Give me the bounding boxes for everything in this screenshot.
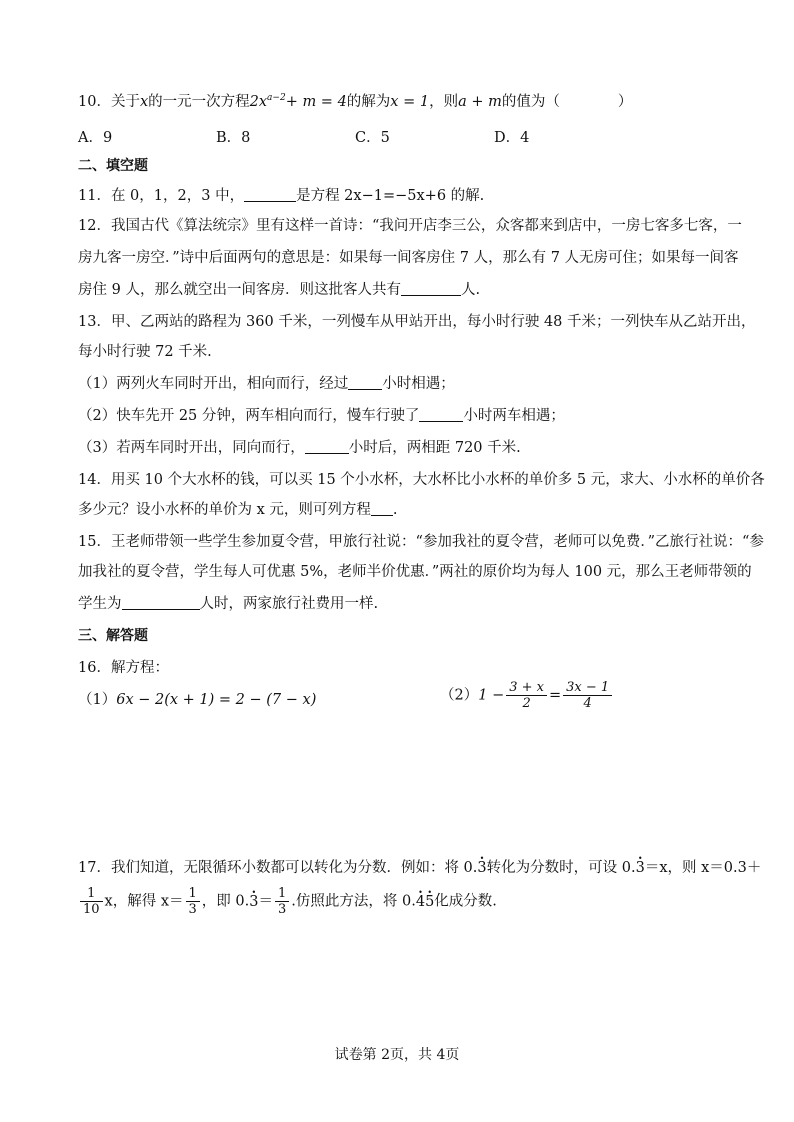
q16-part-2-label: （2） xyxy=(440,687,479,704)
q17-text-g: .仿照此方法，将 0. xyxy=(291,893,416,910)
q13-part-1-suffix: 小时相遇； xyxy=(382,376,455,392)
q10-solution-prefix: 的解为 xyxy=(346,93,391,110)
q17-text-h: 化成分数. xyxy=(434,893,497,910)
q12-answer-blank[interactable] xyxy=(401,281,461,296)
q13-part-1-blank[interactable] xyxy=(348,375,382,390)
q10-option-d: D．4 xyxy=(494,130,530,146)
q14-line-1: 14．用买 10 个大水杯的钱，可以买 15 个小水杯，大水杯比小水杯的单价多 5 元，求大、小水杯的单价各 xyxy=(78,472,765,488)
q14-answer-blank[interactable] xyxy=(371,501,393,516)
q13-part-2 xyxy=(78,406,565,426)
q14-line-2-prefix: 多少元？设小水杯的单价为 x 元，则可列方程 xyxy=(78,502,371,518)
q16-part-2 xyxy=(440,680,614,711)
q13-part-1 xyxy=(78,374,455,394)
q10-var: x xyxy=(139,93,149,110)
q15-line-1: 15．王老师带领一些学生参加夏令营，甲旅行社说：“参加我社的夏令营，老师可以免费．”乙旅行社说：“参 xyxy=(78,534,764,550)
q16-part-2-fraction-right xyxy=(563,680,612,711)
q10-solution: x = 1 xyxy=(390,93,430,110)
q13-part-3 xyxy=(78,438,521,458)
q17-repeating-digit-3-b: 3 • xyxy=(636,858,645,878)
q10-equation-rest: + m = 4 xyxy=(285,93,347,110)
q12-line-3-suffix: 人. xyxy=(460,282,481,298)
q10-tail: 的值为（ ） xyxy=(501,93,633,110)
q17-text-f: ＝ xyxy=(258,893,273,910)
q13-part-3-suffix: 小时后，两相距 720 千米. xyxy=(348,440,521,456)
q13-part-3-blank[interactable] xyxy=(305,439,349,454)
q10-option-a: A．9 xyxy=(78,130,113,146)
q17-repeating-digit-4: 4 • xyxy=(416,892,425,912)
q12-line-1: 12．我国古代《算法统宗》里有这样一首诗：“我问开店李三公，众客都来到店中，一房七客多七客，一 xyxy=(78,218,742,234)
q15-line-3-prefix: 学生为 xyxy=(78,596,122,612)
q16-fraction-left-denominator: 2 xyxy=(522,696,531,711)
q17-text-a: 17．我们知道，无限循环小数都可以转化为分数．例如：将 0. xyxy=(78,860,478,876)
q12-line-2: 房九客一房空．”诗中后面两句的意思是：如果每一间客房住 7 人，那么有 7 人无房可住；如果每一间客 xyxy=(78,250,739,266)
q17-repeating-digit-3: 3 • xyxy=(477,858,486,878)
q13-line-1: 13．甲、乙两站的路程为 360 千米，一列慢车从甲站开出，每小时行驶 48 千米；一列快车从乙站开出， xyxy=(78,314,756,330)
q13-part-2-prefix: （2）快车先开 25 分钟，两车相向而行，慢车行驶了 xyxy=(78,408,420,424)
q10-then: ，则 xyxy=(429,93,459,110)
q13-part-1-prefix: （1）两列火车同时开出，相向而行，经过 xyxy=(78,376,349,392)
q12-line-3 xyxy=(78,280,480,300)
q11-suffix: 是方程 2x−1=−5x+6 的解. xyxy=(296,188,485,204)
q17-fraction2-numerator: 1 xyxy=(186,886,200,902)
q17-fraction-one-tenth xyxy=(80,886,103,917)
q17-fraction2-denominator: 3 xyxy=(188,902,197,917)
q17-fraction-one-third-b xyxy=(275,886,289,917)
q15-answer-blank[interactable] xyxy=(122,595,200,610)
question-11 xyxy=(78,186,484,206)
q10-equation: 2x xyxy=(249,93,268,110)
q16-part-1-label: （1） xyxy=(78,692,117,708)
q15-line-2: 加我社的夏令营，学生每人可优惠 5%，老师半价优惠．”两社的原价均为每人 100 元，那么王老师带领的 xyxy=(78,564,752,580)
q16-fraction-right-denominator: 4 xyxy=(583,696,592,711)
q10-mid: 的一元一次方程 xyxy=(148,93,250,110)
q16-fraction-left-numerator: 3 + x xyxy=(506,680,547,696)
q13-part-2-blank[interactable] xyxy=(419,407,463,422)
q17-line-2 xyxy=(78,886,497,917)
q16-title: 16．解方程： xyxy=(78,660,169,676)
q16-fraction-right-numerator: 3x − 1 xyxy=(563,680,612,696)
q16-part-2-fraction-left xyxy=(506,680,547,711)
q17-text-d: x，解得 x＝ xyxy=(104,893,184,910)
q17-repeating-digit-5: 5 • xyxy=(425,892,434,912)
q11-answer-blank[interactable] xyxy=(244,187,296,202)
question-10 xyxy=(78,88,632,112)
q13-part-3-prefix: （3）若两车同时开出，同向而行， xyxy=(78,440,305,456)
q11-prefix: 11．在 0，1，2，3 中， xyxy=(78,188,245,204)
q16-part-2-equals: = xyxy=(548,687,562,704)
q17-text-e: ，即 0. xyxy=(201,893,250,910)
q13-line-2: 每小时行驶 72 千米. xyxy=(78,344,212,360)
section-solve-heading: 三、解答题 xyxy=(78,628,148,644)
q15-line-3 xyxy=(78,594,378,614)
q16-part-1 xyxy=(78,690,316,710)
q15-line-3-suffix: 人时，两家旅行社费用一样. xyxy=(199,596,379,612)
q14-line-2-suffix: . xyxy=(392,502,398,518)
q13-part-2-suffix: 小时两车相遇； xyxy=(463,408,565,424)
q17-fraction-numerator: 1 xyxy=(80,886,103,902)
q17-fraction3-denominator: 3 xyxy=(277,902,287,917)
q10-expression: a + m xyxy=(458,93,502,110)
q17-fraction-one-third xyxy=(186,886,200,917)
q14-line-2 xyxy=(78,500,398,520)
q17-fraction3-numerator: 1 xyxy=(275,886,289,902)
q16-part-2-lead: 1 − xyxy=(478,687,505,704)
page-footer: 试卷第 2页，共 4页 xyxy=(334,1047,460,1063)
q10-option-b: B．8 xyxy=(216,130,251,146)
section-fill-in-heading: 二、填空题 xyxy=(78,158,148,174)
q17-text-b: 转化为分数时，可设 0. xyxy=(486,860,636,876)
q17-repeating-digit-3-c: 3 • xyxy=(249,892,258,912)
q10-exponent: a−2 xyxy=(267,93,286,103)
q12-line-3-prefix: 房住 9 人，那么就空出一间客房．则这批客人共有 xyxy=(78,282,401,298)
q16-part-1-equation: 6x − 2(x + 1) = 2 − (7 − x) xyxy=(116,692,317,708)
q10-prefix: 10．关于 xyxy=(78,93,140,110)
q17-fraction-denominator: 10 xyxy=(83,902,100,917)
q10-option-c: C．5 xyxy=(355,130,390,146)
q17-text-c: ＝x，则 x＝0.3＋ xyxy=(644,860,762,876)
q17-line-1 xyxy=(78,858,761,878)
